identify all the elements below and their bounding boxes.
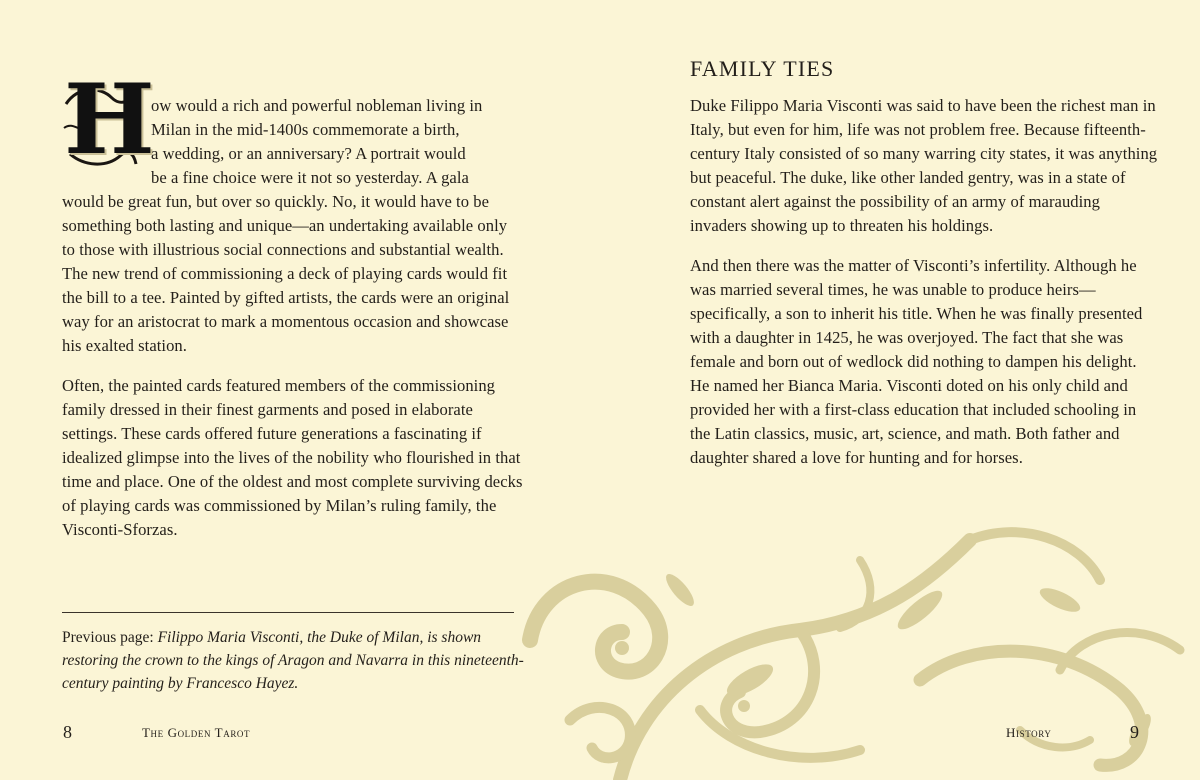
caption-prefix: Previous page: [62,629,158,646]
right-paragraph-2: And then there was the matter of Visconti’s infertility. Although he was married several times, he was unable to produce heirs—specifically, a son to inherit his title. When he was finally presented with a daughter in 1425, he was overjoyed. The fact that she was female and born out of wedlock did nothing to dampen his delight. He named her Bianca Maria. Visconti doted on his only child and provided her with a first-class education that included schooling in the Latin classics, music, art, science, and math. Both father and daughter shared a love for hunting and for horses. [690,256,1143,467]
running-head-right: History [1006,725,1052,740]
dropcap-line-4: be a fine choice were it not so yesterday. A gala [151,168,469,187]
left-body-text [62,94,524,558]
page-number-right: 9 [1130,722,1139,742]
left-paragraph-1 [62,94,524,358]
left-paragraph-1-rest: would be great fun, but over so quickly. No, it would have to be something both lasting and unique—an undertaking available only to those with illustrious social connections and substantial wealth. The new trend of commissioning a deck of playing cards would fit the bill to a tee. Painted by gifted artists, the cards were an original way for an aristocrat to mark a momentous occasion and showcase his exalted station. [62,192,510,355]
footnote-divider [62,612,514,613]
right-body-text [690,94,1160,486]
dropcap-letter: H [64,63,155,176]
running-head-left: The Golden Tarot [142,725,251,740]
section-title: FAMILY TIES [690,56,835,81]
dropcap-line-1: ow would a rich and powerful nobleman living in [151,96,483,115]
dropcap-line-2: Milan in the mid-1400s commemorate a birth, [151,120,460,139]
page-number-left: 8 [63,722,72,742]
caption-italic: Filippo Maria Visconti, the Duke of Milan, is shown restoring the crown to the kings of Aragon and Navarra in this nineteenth-century painting by Francesco Hayez. [62,629,524,692]
dropcap-line-3: a wedding, or an anniversary? A portrait would [151,144,466,163]
right-page [600,0,1200,780]
right-paragraph-1: Duke Filippo Maria Visconti was said to have been the richest man in Italy, but even for him, life was not problem free. Because fifteenth-century Italy consisted of so many warring city states, it was anything but peaceful. The duke, like other landed gentry, was in a state of constant alert against the possibility of an army of marauding invaders showing up to threaten his holdings. [690,96,1158,235]
flourish-ornament-icon [500,520,1200,780]
image-caption [62,626,532,695]
left-paragraph-2: Often, the painted cards featured members of the commissioning family dressed in their finest garments and posed in elaborate settings. These cards offered future generations a fascinating if idealized glimpse into the lives of the nobility who flourished in that time and place. One of the oldest and most complete surviving decks of playing cards was commissioned by Milan’s ruling family, the Visconti-Sforzas. [62,376,523,539]
